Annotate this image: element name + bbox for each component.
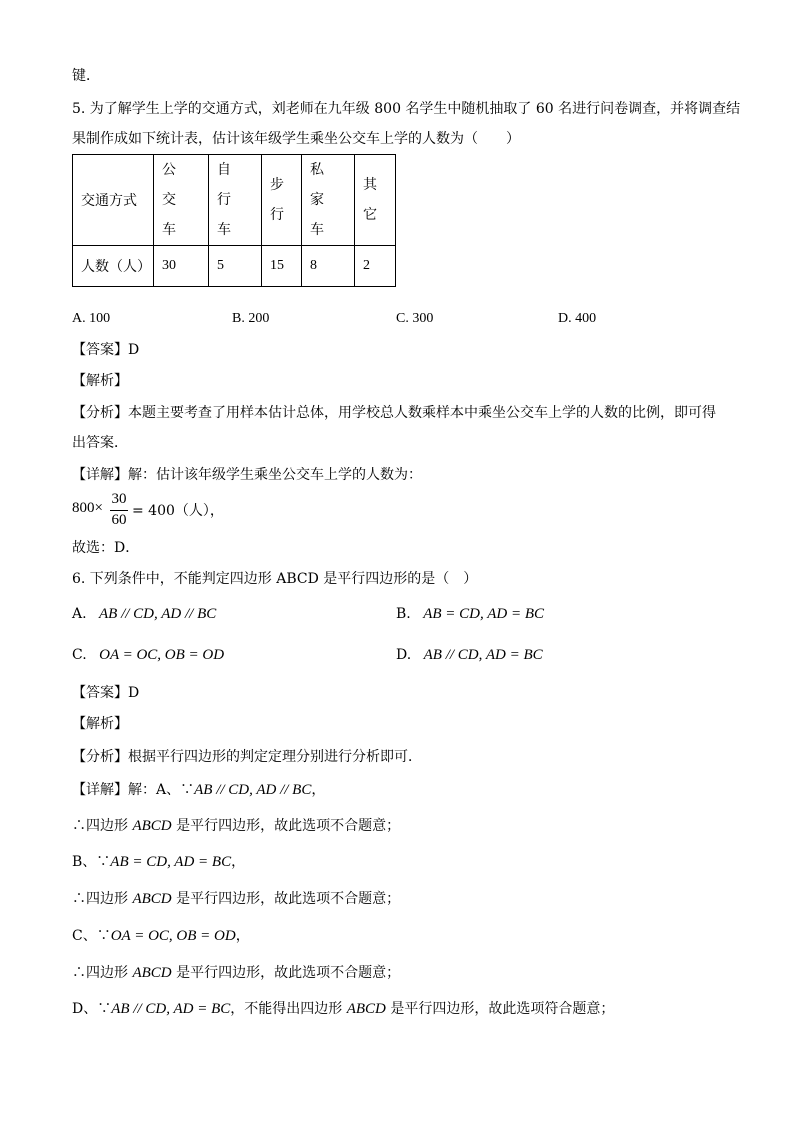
question-5-stem: 5. 为了解学生上学的交通方式，刘老师在九年级 800 名学生中随机抽取了 60 名进行问卷调查，并将调查结	[72, 101, 741, 117]
table-header-cell	[154, 155, 209, 246]
header-text: 车	[310, 222, 333, 238]
table-header-row	[73, 155, 396, 246]
table-row	[73, 246, 396, 287]
conclusion-prefix: ∴四边形	[72, 891, 133, 907]
option-math: AB = CD, AD = BC	[423, 606, 545, 622]
header-text: 其	[363, 177, 386, 193]
answer-label: 【答案】D	[72, 685, 140, 701]
option-math: AB // CD, AD = BC	[423, 647, 543, 663]
conclusion-a	[72, 817, 400, 835]
detail-mid: ，不能得出四边形	[230, 1001, 347, 1017]
table-header-cell	[302, 155, 355, 246]
calc-left: 800×	[72, 500, 103, 516]
question-5-stem-cont: 果制作成如下统计表，估计该年级学生乘坐公交车上学的人数为（ ）	[72, 131, 520, 147]
conclusion-suffix: 是平行四边形，故此选项不合题意；	[171, 891, 401, 907]
conclusion-suffix: 是平行四边形，故此选项不合题意；	[171, 818, 401, 834]
header-text: 交通方式	[81, 193, 137, 209]
option-label: D.	[396, 647, 412, 663]
q5-option-d: D. 400	[558, 311, 597, 326]
conclusion-prefix: ∴四边形	[72, 818, 133, 834]
q6-option-d	[396, 646, 543, 664]
detail-suffix: ，	[311, 782, 326, 798]
conclusion-c	[72, 964, 400, 982]
conclusion-math: ABCD	[132, 965, 172, 981]
detail-line-c	[72, 927, 250, 945]
header-text: 公 交	[162, 162, 185, 208]
table-header-cell	[209, 155, 262, 246]
choose-text: 故选：D．	[72, 540, 140, 556]
option-math: AB // CD, AD // BC	[99, 606, 217, 622]
header-text: 自 行	[217, 162, 240, 208]
table-cell: 5	[209, 246, 262, 287]
table-header-cell	[73, 155, 154, 246]
analysis-text: 【分析】本题主要考查了用样本估计总体，用学校总人数乘样本中乘坐公交车上学的人数的比例，即可得	[72, 405, 716, 421]
fraction-denominator: 60	[111, 512, 127, 528]
conclusion-math: ABCD	[132, 891, 172, 907]
detail-prefix: D、∵	[72, 1001, 112, 1017]
header-text: 车	[217, 222, 240, 238]
traffic-table	[72, 154, 396, 287]
analysis-label: 【解析】	[72, 716, 128, 732]
detail-line-b	[72, 853, 245, 871]
table-cell: 30	[154, 246, 209, 287]
answer-label: 【答案】D	[72, 342, 140, 358]
q6-option-c	[72, 646, 224, 664]
table-header-cell	[355, 155, 396, 246]
detail-line-a	[72, 781, 325, 799]
calc-right: = 400（人），	[132, 503, 224, 519]
detail-suffix: ，	[235, 928, 250, 944]
table-cell: 8	[302, 246, 355, 287]
table-cell: 15	[262, 246, 302, 287]
conclusion-suffix: 是平行四边形，故此选项不合题意；	[171, 965, 401, 981]
detail-suffix: ，	[231, 854, 246, 870]
detail-line-d	[72, 1000, 614, 1018]
detail-math: AB = CD, AD = BC	[110, 854, 232, 870]
detail-math: AB // CD, AD // BC	[194, 782, 312, 798]
fraction-numerator: 30	[111, 491, 127, 507]
header-text: 步	[270, 177, 293, 193]
option-label: C.	[72, 647, 87, 663]
detail-prefix: C、∵	[72, 928, 111, 944]
text-line: 键．	[72, 68, 100, 84]
q6-option-b	[396, 605, 544, 623]
fraction-bar	[110, 510, 128, 511]
header-text: 私 家	[310, 162, 333, 208]
conclusion-prefix: ∴四边形	[72, 965, 133, 981]
header-text: 车	[162, 222, 185, 238]
table-row-label: 人数（人）	[73, 246, 154, 287]
detail-math-2: ABCD	[346, 1001, 386, 1017]
table-header-cell	[262, 155, 302, 246]
q6-option-a	[72, 605, 216, 623]
detail-prefix: 【详解】解：A、∵	[72, 782, 195, 798]
detail-suffix: 是平行四边形，故此选项符合题意；	[385, 1001, 615, 1017]
detail-text: 【详解】解：估计该年级学生乘坐公交车上学的人数为：	[72, 467, 422, 483]
conclusion-math: ABCD	[132, 818, 172, 834]
analysis-text: 【分析】根据平行四边形的判定定理分别进行分析即可．	[72, 749, 422, 765]
detail-prefix: B、∵	[72, 854, 111, 870]
header-text: 它	[363, 207, 386, 223]
detail-math: OA = OC, OB = OD	[110, 928, 236, 944]
q5-option-c: C. 300	[396, 311, 434, 326]
option-math: OA = OC, OB = OD	[99, 647, 225, 663]
question-6-stem: 6. 下列条件中，不能判定四边形 ABCD 是平行四边形的是（ ）	[72, 571, 478, 587]
analysis-label: 【解析】	[72, 373, 128, 389]
header-text: 行	[270, 207, 293, 223]
option-label: A.	[72, 606, 87, 622]
conclusion-b	[72, 890, 400, 908]
q5-option-a: A. 100	[72, 311, 111, 326]
option-label: B.	[396, 606, 411, 622]
table-cell: 2	[355, 246, 396, 287]
q5-option-b: B. 200	[232, 311, 270, 326]
detail-math: AB // CD, AD = BC	[111, 1001, 231, 1017]
analysis-text-cont: 出答案．	[72, 435, 128, 451]
